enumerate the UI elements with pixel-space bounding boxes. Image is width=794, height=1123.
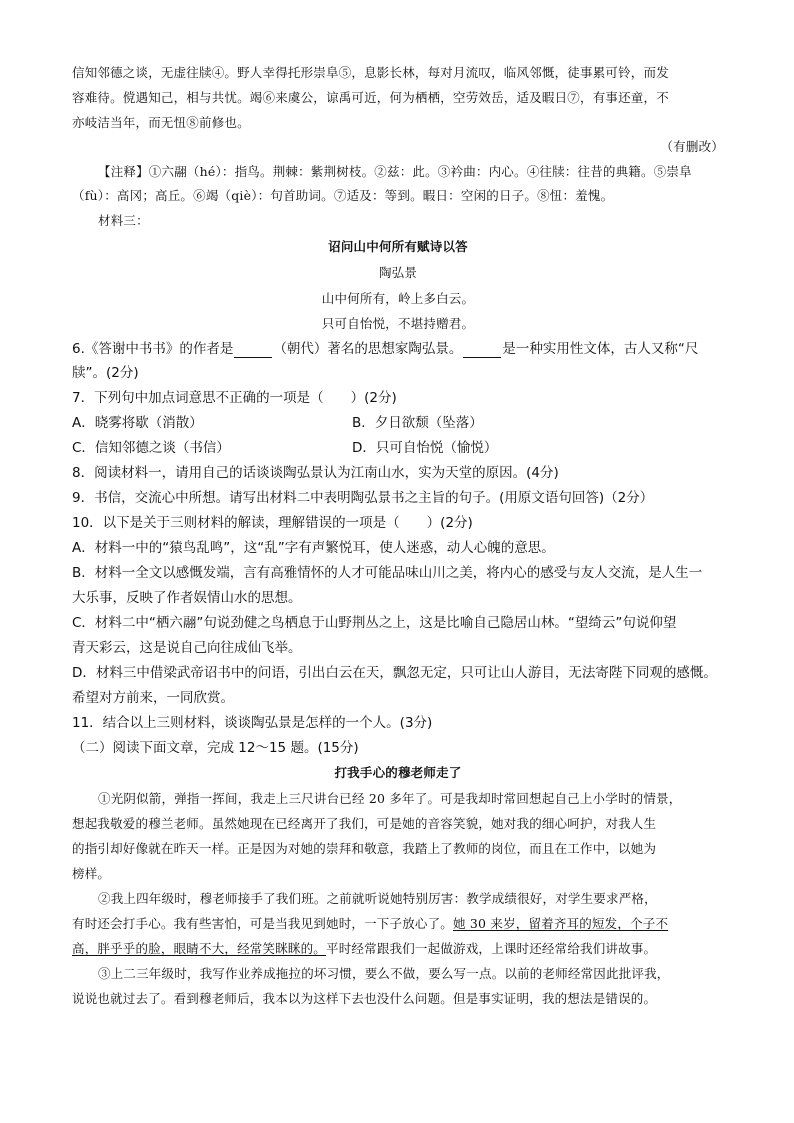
q6-blank-dynasty[interactable]	[234, 343, 272, 358]
article-p2-line-2	[72, 915, 724, 933]
question-7-row-2	[72, 439, 724, 457]
article-p3-line-2: 说说也就过去了。看到穆老师后，我本以为这样下去也没什么问题。但是事实证明，我的想法是错误的。	[72, 991, 657, 1006]
material2-line-1: 信知邻德之谈，无虚往牍④。野人幸得托形崇阜⑤，息影长林，每对月流叹，临风邻慨，徒事累可铃，而发	[72, 65, 669, 80]
notes-line-2: （fù）：高冈；高丘。⑥竭（qiè）：句首助词。⑦适及：等到。暇日：空闲的日子。⑧忸：羞愧。	[72, 188, 614, 203]
article-p1-line-4: 榜样。	[72, 866, 111, 881]
q7-option-a: A．晓雾将歇（消散）	[72, 415, 203, 431]
poem-line-2: 只可自怡悦，不堪持赠君。	[321, 316, 475, 331]
poem-title: 诏问山中何所有赋诗以答	[328, 239, 468, 254]
q10-option-b-line-1: B．材料一全文以感慨发端，言有高雅情怀的人才可能品味山川之美，将内心的感受与友人交流，是人生一	[72, 565, 703, 581]
q10-option-a: A．材料一中的“猿鸟乱鸣”，这“乱”字有声繁悦耳，使人迷惑，动人心魄的意思。	[72, 540, 555, 556]
q7-option-c: C．信知邻德之谈（书信）	[72, 440, 230, 456]
material2-line-3: 亦岐洁当年，而无忸⑧前修也。	[72, 115, 250, 130]
article-p2-line-2-plain: 有时还会打手心。我有些害怕，可是当我见到她时，一下子放心了。	[72, 916, 454, 931]
article-p2-underlined-2: 高，胖乎乎的脸，眼睛不大，经常笑眯眯的。	[72, 941, 327, 956]
article-p2-line-3	[72, 940, 724, 958]
question-7-stem: 7．下列句中加点词意思不正确的一项是（ ）(2分)	[72, 390, 397, 406]
poem-line-1: 山中何所有，岭上多白云。	[321, 291, 475, 306]
article-p1-line-2: 想起我敬爱的穆兰老师。虽然她现在已经离开了我们，可是她的音容笑貌，她对我的细心呵护，对我人生	[72, 816, 657, 831]
q10-option-c-line-2: 青天彩云，这是说自己向往成仙飞举。	[72, 640, 302, 656]
q7-option-d: D．只可自怡悦（愉悦）	[352, 440, 498, 456]
material2-line-2: 容难待。傥遇知己，相与共忧。竭⑥来虞公，谅禹可近，何为栖栖，空劳效岳，适及暇日⑦，有事还童，不	[72, 90, 669, 105]
article-p1-line-1: ①光阴似箭，弹指一挥间，我走上三尺讲台已经 20 多年了。可是我却时常回想起自己上小学时的情景，	[98, 791, 682, 806]
source-note: （有删改）	[660, 139, 724, 154]
article-p2-line-3-plain: 平时经常跟我们一起做游戏，上课时还经常给我们讲故事。	[326, 941, 657, 956]
question-8: 8．阅读材料一，请用自己的话谈谈陶弘景认为江南山水，实为天堂的原因。(4分)	[72, 465, 559, 481]
article-p2-line-1: ②我上四年级时，穆老师接手了我们班。之前就听说她特别厉害：教学成绩很好，对学生要求严格，	[98, 891, 657, 906]
question-11: 11．结合以上三则材料，谈谈陶弘景是怎样的一个人。(3分)	[72, 715, 433, 731]
material3-label: 材料三：	[98, 213, 149, 228]
q10-option-d-line-2: 希望对方前来，一同欣赏。	[72, 690, 234, 706]
section-2-heading: （二）阅读下面文章，完成 12～15 题。(15分)	[72, 740, 359, 756]
q10-option-d-line-1: D．材料三中借梁武帝诏书中的问语，引出白云在天，飘忽无定，只可让山人游目，无法寄陛下同观的感慨。	[72, 665, 717, 681]
q6-blank-genre[interactable]	[463, 343, 501, 358]
question-6-line-2: 牍”。(2分)	[72, 365, 139, 381]
q6-text-2: （朝代）著名的思想家陶弘景。	[273, 341, 463, 357]
article-title: 打我手心的穆老师走了	[334, 765, 462, 780]
question-10-stem: 10．以下是关于三则材料的解读，理解错误的一项是（ ）(2分)	[72, 515, 473, 531]
question-9: 9．书信，交流心中所想。请写出材料二中表明陶弘景书之主旨的句子。(用原文语句回答)（2分）	[72, 490, 654, 506]
article-p3-line-1: ③上二三年级时，我写作业养成拖拉的坏习惯，要么不做，要么写一点。以前的老师经常因此批评我，	[98, 966, 670, 981]
q6-text-3: 是一种实用性文体，古人又称“尺	[502, 341, 699, 357]
q6-text-1: 6.《答谢中书书》的作者是	[72, 341, 234, 357]
article-p1-line-3: 的指引却好像就在昨天一样。正是因为对她的崇拜和敬意，我踏上了教师的岗位，而且在工作中，以她为	[72, 841, 657, 856]
notes-line-1: 【注释】①六翮（hé）：指鸟。荆棘：紫荆树枝。②兹：此。③衿曲：内心。④往牍：往昔的典籍。⑤崇阜	[98, 164, 692, 179]
article-p2-underlined-1: 她 30 来岁，留着齐耳的短发，个子不	[453, 916, 669, 931]
q10-option-b-line-2: 大乐事，反映了作者娱情山水的思想。	[72, 590, 302, 606]
question-6-line-1	[72, 340, 724, 358]
question-7-row-1	[72, 414, 724, 432]
poem-author: 陶弘景	[378, 265, 418, 280]
q7-option-b: B．夕日欲颓（坠落）	[352, 415, 483, 431]
q10-option-c-line-1: C．材料二中“栖六翮”句说劲健之鸟栖息于山野荆丛之上，这是比喻自己隐居山林。“望绮云”句说仰望	[72, 615, 677, 631]
